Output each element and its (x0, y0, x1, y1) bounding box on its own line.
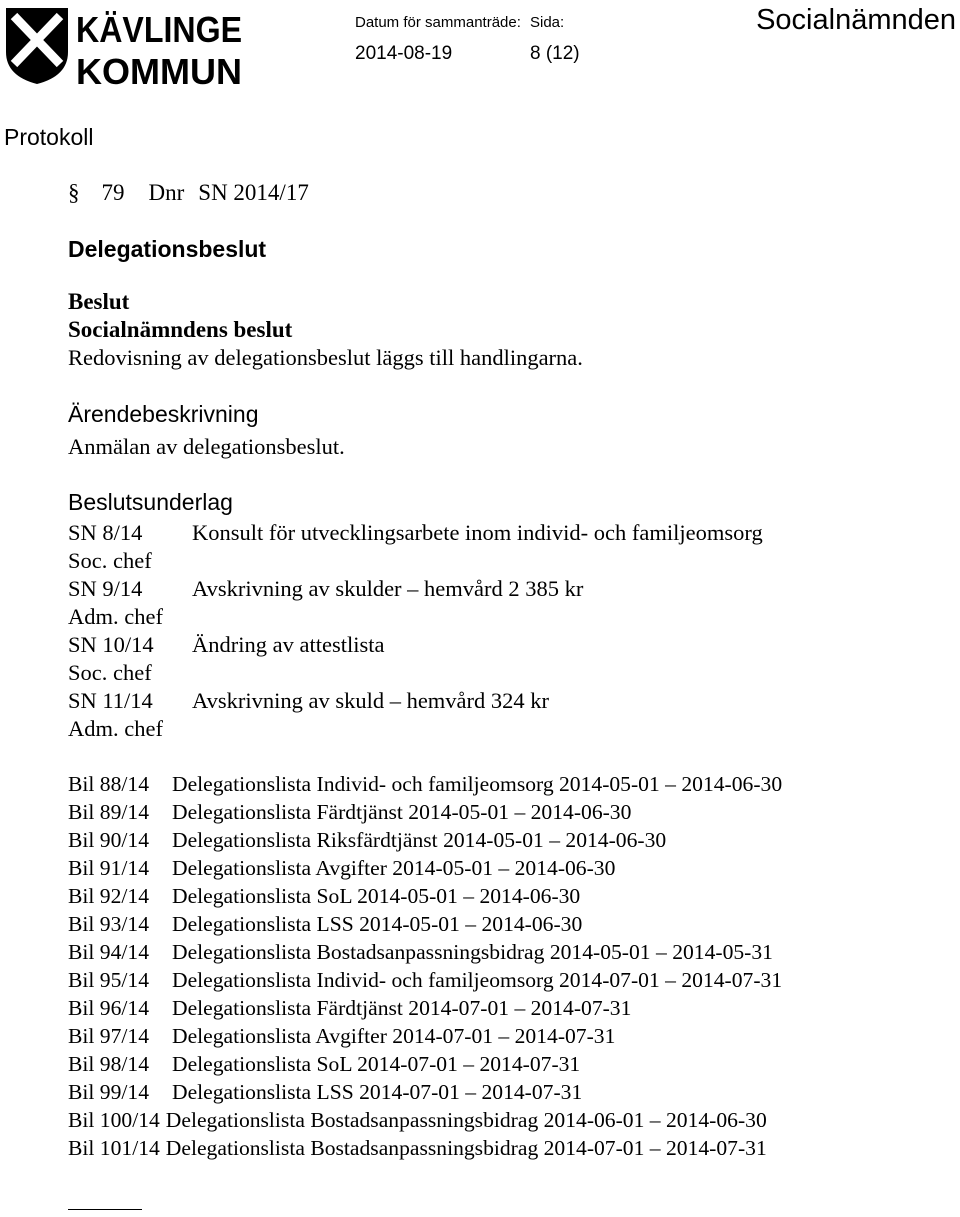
decision-subheading: Socialnämndens beslut (68, 317, 293, 342)
attachment-row (68, 1080, 582, 1105)
description-heading: Ärendebeskrivning (68, 401, 259, 427)
dnr-label: Dnr (148, 180, 185, 205)
footer-divider (68, 1209, 142, 1210)
attachment-text: Delegationslista Bostadsanpassningsbidrag 2014-06-01 – 2014-06-30 (165, 1108, 767, 1132)
page-number-value: 8 (12) (530, 43, 580, 64)
case-number: 79 (101, 180, 125, 205)
organization-name: Socialnämnden (756, 4, 956, 36)
basis-item-code: SN 8/14 (68, 520, 143, 545)
attachment-code: Bil 98/14 (68, 1052, 149, 1076)
basis-item-code: SN 10/14 (68, 632, 154, 657)
meeting-date-value: 2014-08-19 (355, 43, 453, 64)
basis-item-role: Soc. chef (68, 660, 152, 685)
attachment-row (68, 856, 615, 881)
attachment-code: Bil 88/14 (68, 772, 149, 796)
basis-item-code: SN 9/14 (68, 576, 143, 601)
basis-item-text: Avskrivning av skuld – hemvård 324 kr (192, 688, 550, 713)
attachment-text: Delegationslista LSS 2014-05-01 – 2014-06-30 (172, 912, 583, 936)
attachment-row (68, 772, 782, 797)
basis-item (68, 632, 384, 658)
municipality-logo (4, 6, 244, 86)
description-text: Anmälan av delegationsbeslut. (68, 434, 345, 459)
attachment-code: Bil 99/14 (68, 1080, 149, 1104)
document-type: Protokoll (4, 124, 94, 150)
attachment-code: Bil 100/14 (68, 1108, 160, 1132)
attachment-code: Bil 89/14 (68, 800, 149, 824)
dnr-value: SN 2014/17 (198, 180, 309, 205)
attachment-code: Bil 101/14 (68, 1136, 160, 1160)
page-number-block (530, 14, 580, 65)
logo-text-line2: KOMMUN (76, 51, 242, 86)
basis-item-role: Adm. chef (68, 716, 163, 741)
attachment-text: Delegationslista Bostadsanpassningsbidrag 2014-07-01 – 2014-07-31 (165, 1136, 767, 1160)
attachment-row (68, 828, 666, 853)
attachment-row (68, 968, 782, 993)
attachment-text: Delegationslista LSS 2014-07-01 – 2014-07-31 (172, 1080, 583, 1104)
case-line (68, 180, 309, 206)
attachment-text: Delegationslista Individ- och familjeomsorg 2014-07-01 – 2014-07-31 (172, 968, 783, 992)
meeting-date-block (355, 14, 521, 65)
page-number-label: Sida: (530, 14, 565, 31)
basis-item-code: SN 11/14 (68, 688, 153, 713)
attachment-row (68, 912, 582, 937)
attachment-text: Delegationslista Färdtjänst 2014-05-01 – 2014-06-30 (172, 800, 632, 824)
attachment-row (68, 996, 631, 1021)
attachment-text: Delegationslista Avgifter 2014-07-01 – 2014-07-31 (172, 1024, 616, 1048)
attachment-code: Bil 96/14 (68, 996, 149, 1020)
attachment-code: Bil 94/14 (68, 940, 149, 964)
shield-icon (6, 8, 68, 84)
attachment-row (68, 1024, 615, 1049)
basis-item-text: Avskrivning av skulder – hemvård 2 385 kr (192, 576, 584, 601)
attachment-text: Delegationslista SoL 2014-07-01 – 2014-07-31 (172, 1052, 581, 1076)
attachment-text: Delegationslista Riksfärdtjänst 2014-05-01 – 2014-06-30 (172, 828, 667, 852)
basis-item-role: Adm. chef (68, 604, 163, 629)
attachment-row (68, 1136, 767, 1161)
attachment-row (68, 1052, 580, 1077)
paragraph-symbol: § (68, 180, 80, 205)
attachment-row (68, 940, 773, 965)
attachment-row (68, 800, 631, 825)
attachment-text: Delegationslista Individ- och familjeomsorg 2014-05-01 – 2014-06-30 (172, 772, 783, 796)
attachment-code: Bil 90/14 (68, 828, 149, 852)
attachment-text: Delegationslista Färdtjänst 2014-07-01 – 2014-07-31 (172, 996, 632, 1020)
basis-item-text: Konsult för utvecklingsarbete inom individ- och familjeomsorg (192, 520, 763, 545)
attachment-code: Bil 97/14 (68, 1024, 149, 1048)
basis-item (68, 520, 763, 546)
logo-text-line1: KÄVLINGE (76, 9, 242, 50)
attachment-text: Delegationslista Bostadsanpassningsbidrag 2014-05-01 – 2014-05-31 (172, 940, 773, 964)
basis-heading: Beslutsunderlag (68, 489, 233, 515)
attachment-text: Delegationslista SoL 2014-05-01 – 2014-06-30 (172, 884, 581, 908)
meeting-date-label: Datum för sammanträde: (355, 14, 521, 31)
attachment-row (68, 1108, 767, 1133)
attachment-row (68, 884, 580, 909)
basis-item-role: Soc. chef (68, 548, 152, 573)
basis-item (68, 688, 549, 714)
decision-text: Redovisning av delegationsbeslut läggs till handlingarna. (68, 345, 583, 370)
attachment-code: Bil 91/14 (68, 856, 149, 880)
case-title: Delegationsbeslut (68, 236, 267, 262)
attachment-code: Bil 92/14 (68, 884, 149, 908)
decision-heading: Beslut (68, 289, 130, 314)
attachment-text: Delegationslista Avgifter 2014-05-01 – 2014-06-30 (172, 856, 616, 880)
attachment-code: Bil 95/14 (68, 968, 149, 992)
attachment-code: Bil 93/14 (68, 912, 149, 936)
basis-item (68, 576, 583, 602)
basis-item-text: Ändring av attestlista (192, 632, 385, 657)
